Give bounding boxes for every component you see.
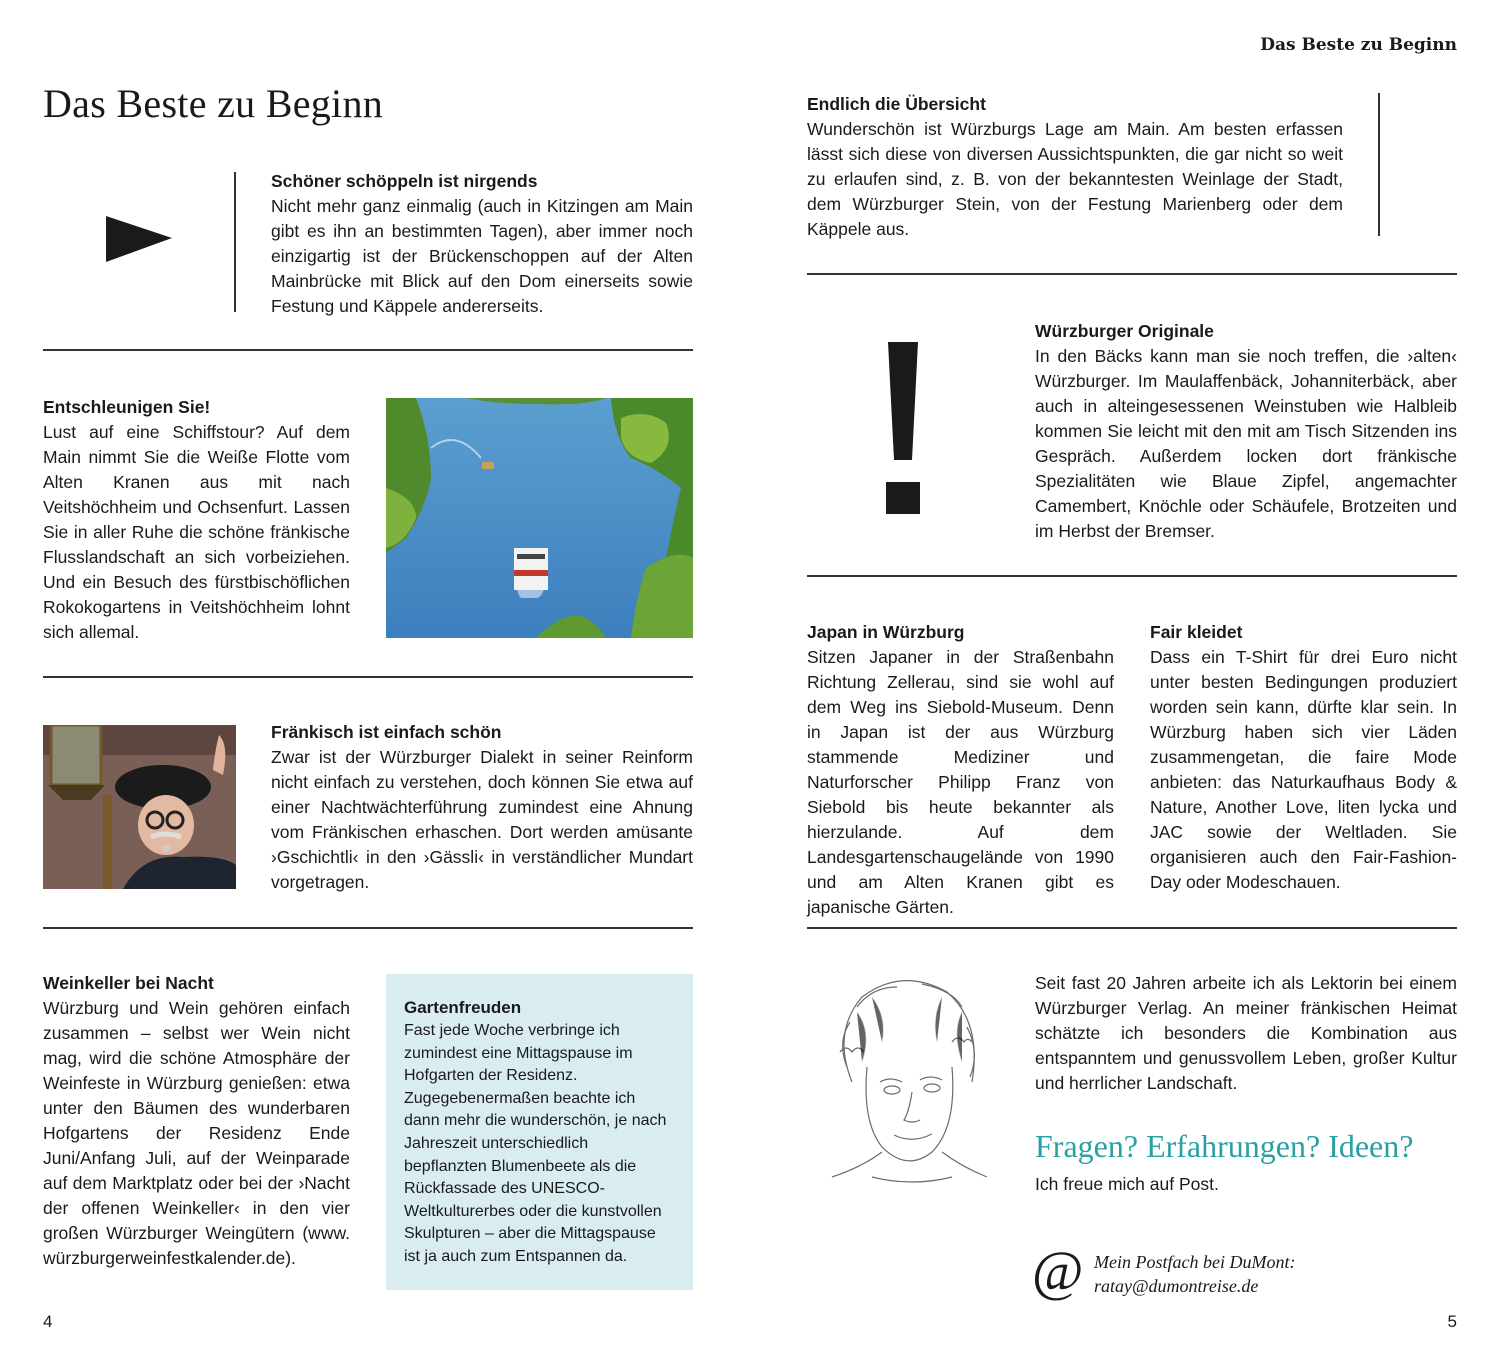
- section-heading: Fränkisch ist einfach schön: [271, 722, 502, 742]
- vertical-divider: [234, 172, 236, 312]
- section-japan: [807, 620, 1114, 920]
- section-text: Wunderschön ist Würzburgs Lage am Main. Am besten erfassen lässt sich diese von diversen Aussichtspunkten, die gar nicht so weit zu erlaufen sind, z. B. von der bekanntesten Weinlage der Stadt, dem Würzburger Stein, von der Festung Marienberg oder dem Käppele aus.: [807, 119, 1343, 239]
- infobox-text: Fast jede Woche verbringe ich zumindest eine Mittagspause im Hofgarten der Residenz. Zugegebenermaßen beachte ich dann mehr die wunderschön, je nach Jahreszeit unterschiedlich bepflanzten Blumenbeete als die Rückfassade des UNESCO-Weltkulturerbes oder die kunstvollen Skulpturen – aber die Mittagspause ist ja auch zum Entspannen da.: [404, 1022, 667, 1265]
- section-heading: Fair kleidet: [1150, 622, 1243, 642]
- divider: [43, 676, 693, 678]
- divider: [807, 927, 1457, 929]
- divider: [807, 575, 1457, 577]
- section-heading: Entschleunigen Sie!: [43, 397, 211, 417]
- section-heading: Schöner schöppeln ist nirgends: [271, 171, 538, 191]
- author-bio-text: Seit fast 20 Jahren arbeite ich als Lektorin bei einem Würzburger Verlag. An meiner fränkischen Heimat schätzte ich besonders die Kombination aus entspanntem und genussvollem Leben, großer Kultur und herrlicher Landschaft.: [1035, 973, 1457, 1093]
- infobox-gartenfreuden: [386, 974, 693, 1290]
- section-uebersicht: [807, 92, 1343, 242]
- section-schoeppeln: [271, 169, 693, 319]
- mailbox-block: [1094, 1250, 1295, 1298]
- infobox-heading: Gartenfreuden: [404, 998, 522, 1017]
- section-text: Dass ein T-Shirt für drei Euro nicht unter besten Bedingungen produziert worden sein kann, dürfte klar sein. In Würzburg haben sich vier Läden zusammengetan, die faire Mode anbieten: das Naturkaufhaus Body & Nature, Another Love, liten lycka und JAC sowie der Weltladen. Sie organisieren auch den Fair-Fashion-Day oder Modeschauen.: [1150, 647, 1457, 892]
- play-triangle-icon: [106, 216, 174, 269]
- section-text: Zwar ist der Würzburger Dialekt in seiner Reinform nicht einfach zu verstehen, doch können Sie etwa auf einer Nachtwächterführung zumindest eine Ahnung vom Fränkischen erhaschen. Dort werden amüsante ›Gschichtli‹ in den ›Gässli‹ in verständlicher Mundart vorgetragen.: [271, 747, 693, 892]
- running-head: Das Beste zu Beginn: [1260, 35, 1457, 55]
- section-originale: [1035, 319, 1457, 544]
- section-entschleunigen: [43, 395, 350, 645]
- section-heading: Japan in Würzburg: [807, 622, 965, 642]
- divider: [43, 927, 693, 929]
- night-watchman-photo: [43, 725, 236, 889]
- author-bio: [1035, 971, 1457, 1096]
- section-text: In den Bäcks kann man sie noch treffen, die ›alten‹ Würzburger. Im Maulaffenbäck, Johanniterbäck, aber auch in alteingesessenen Weinstuben wie Halbleib kommen Sie leicht mit den mit am Tisch Sitzenden ins Gespräch. Außerdem locken dort fränkische Spezialitäten wie Blaue Zipfel, angemachter Camembert, Knöchle oder Schäufele, Brotzeiten und im Herbst der Bremser.: [1035, 346, 1457, 541]
- cta-heading: Fragen? Erfahrungen? Ideen?: [1035, 1128, 1414, 1164]
- mailbox-label: Mein Postfach bei DuMont:: [1094, 1252, 1296, 1272]
- section-fair-kleidet: [1150, 620, 1457, 895]
- section-weinkeller: [43, 971, 350, 1271]
- river-boat-photo: [386, 398, 693, 638]
- divider: [807, 273, 1457, 275]
- page-number: 4: [43, 1312, 53, 1331]
- divider: [43, 349, 693, 351]
- vertical-divider: [1378, 93, 1380, 236]
- section-fraenkisch: [271, 720, 693, 895]
- section-text: Lust auf eine Schiffstour? Auf dem Main nimmt Sie die Weiße Flotte vom Alten Kranen aus mit nach Veitshöchheim und Ochsenfurt. Lassen Sie in aller Ruhe die schöne fränkische Flusslandschaft an sich vorbeiziehen. Und ein Besuch des fürstbischöflichen Rokokogartens in Veitshöchheim lohnt sich allemal.: [43, 422, 350, 642]
- email-at-icon: @: [1032, 1241, 1084, 1303]
- section-heading: Weinkeller bei Nacht: [43, 973, 214, 993]
- author-sketch-portrait: [812, 972, 1002, 1197]
- cta-text: Ich freue mich auf Post.: [1035, 1174, 1219, 1194]
- page-title: Das Beste zu Beginn: [43, 81, 384, 126]
- exclamation-icon: [868, 342, 938, 514]
- section-heading: Würzburger Originale: [1035, 321, 1214, 341]
- section-text: Sitzen Japaner in der Straßenbahn Richtung Zellerau, sind sie wohl auf dem Weg ins Siebold-Museum. Denn in Japan ist der aus Würzburg stammende Mediziner und Naturforscher Philipp Franz von Siebold bis heute bekannter als hierzulande. Auf dem Landesgartenschaugelände von 1990 und am Alten Kranen gibt es japanische Gärten.: [807, 647, 1114, 917]
- section-text: Würzburg und Wein gehören einfach zusammen – selbst wer Wein nicht mag, wird die schöne Atmosphäre der Weinfeste in Würzburg genießen: etwa unter den Bäumen des wunderbaren Hofgartens der Residenz Ende Juni/Anfang Juli, auf der Weinparade auf dem Marktplatz oder bei der ›Nacht der offenen Weinkeller‹ in den vier großen Würzburger Weingütern (www. würzburgerweinfestkalender.de).: [43, 998, 350, 1268]
- section-text: Nicht mehr ganz einmalig (auch in Kitzingen am Main gibt es ihn an bestimmten Tagen), aber immer noch einzigartig ist der Brückenschoppen auf der Alten Mainbrücke mit Blick auf den Dom einerseits sowie Festung und Käppele andererseits.: [271, 196, 693, 316]
- email-link[interactable]: ratay@dumontreise.de: [1094, 1276, 1259, 1296]
- section-heading: Endlich die Übersicht: [807, 94, 986, 114]
- page-number: 5: [1447, 1312, 1457, 1331]
